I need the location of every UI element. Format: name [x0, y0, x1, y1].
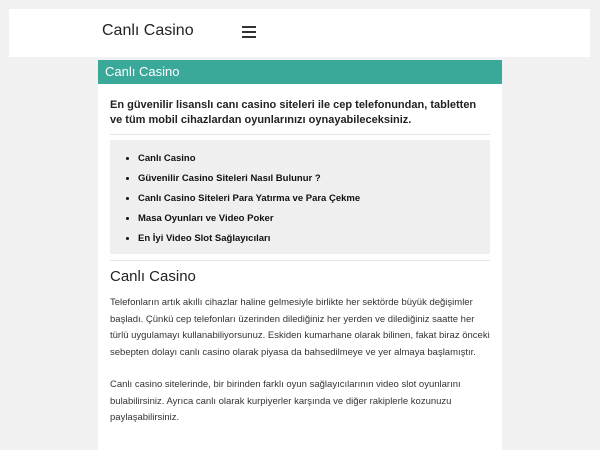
toc-link-para-yatirma[interactable]: Canlı Casino Siteleri Para Yatırma ve Para Çekme: [138, 193, 361, 204]
paragraph: Canlı casino sitelerinde, bir birinden farklı oyun sağlayıcılarının video slot oyunlarını bulabilirsiniz. Ayrıca canlı olarak kurpiyerler karşında ve diğer rakiplerle kozunuzu paylaşabilirsiniz.: [110, 379, 461, 423]
divider: [110, 134, 490, 135]
toc-link-guvenilir-siteler[interactable]: Güvenilir Casino Siteleri Nasıl Bulunur ?: [138, 173, 321, 184]
menu-bar: [242, 36, 256, 38]
toc-item: [138, 149, 490, 169]
menu-bar: [242, 26, 256, 28]
site-header: [9, 9, 590, 57]
hamburger-menu-icon[interactable]: [242, 26, 256, 38]
page-header-title: Canlı Casino: [98, 60, 502, 84]
paragraph: Telefonların artık akıllı cihazlar haline gelmesiyle birlikte her sektörde büyük değişimler başladı. Çünkü cep telefonları üzerinden dilediğiniz her yerden ve dilediğiniz saatte her türlü uygulamayı kullanabiliyorsunuz. Eskiden kumarhane olarak bilinen, fakat biraz önceki sebepten dolayı canlı casino olarak piyasa da bahsedilmeye ve yer almaya başlamıştır.: [110, 297, 490, 358]
intro-text: En güvenilir lisanslı canı casino siteleri ile cep telefonundan, tabletten ve tüm mobil cihazlardan oyunlarınızı oynayabileceksiniz.: [110, 99, 477, 126]
main-content: [98, 60, 502, 450]
toc-link-video-slot[interactable]: En İyi Video Slot Sağlayıcıları: [138, 233, 271, 244]
table-of-contents: [110, 140, 490, 254]
section-title: Canlı Casino: [110, 268, 196, 285]
toc-item: [138, 189, 490, 209]
toc-link-masa-oyunlari[interactable]: Masa Oyunları ve Video Poker: [138, 213, 274, 224]
toc-link-canli-casino[interactable]: Canlı Casino: [138, 153, 196, 164]
toc-item: [138, 229, 490, 249]
divider: [110, 260, 490, 261]
menu-bar: [242, 31, 256, 33]
toc-item: [138, 209, 490, 229]
site-title-link[interactable]: Canlı Casino: [102, 22, 194, 39]
toc-item: [138, 169, 490, 189]
